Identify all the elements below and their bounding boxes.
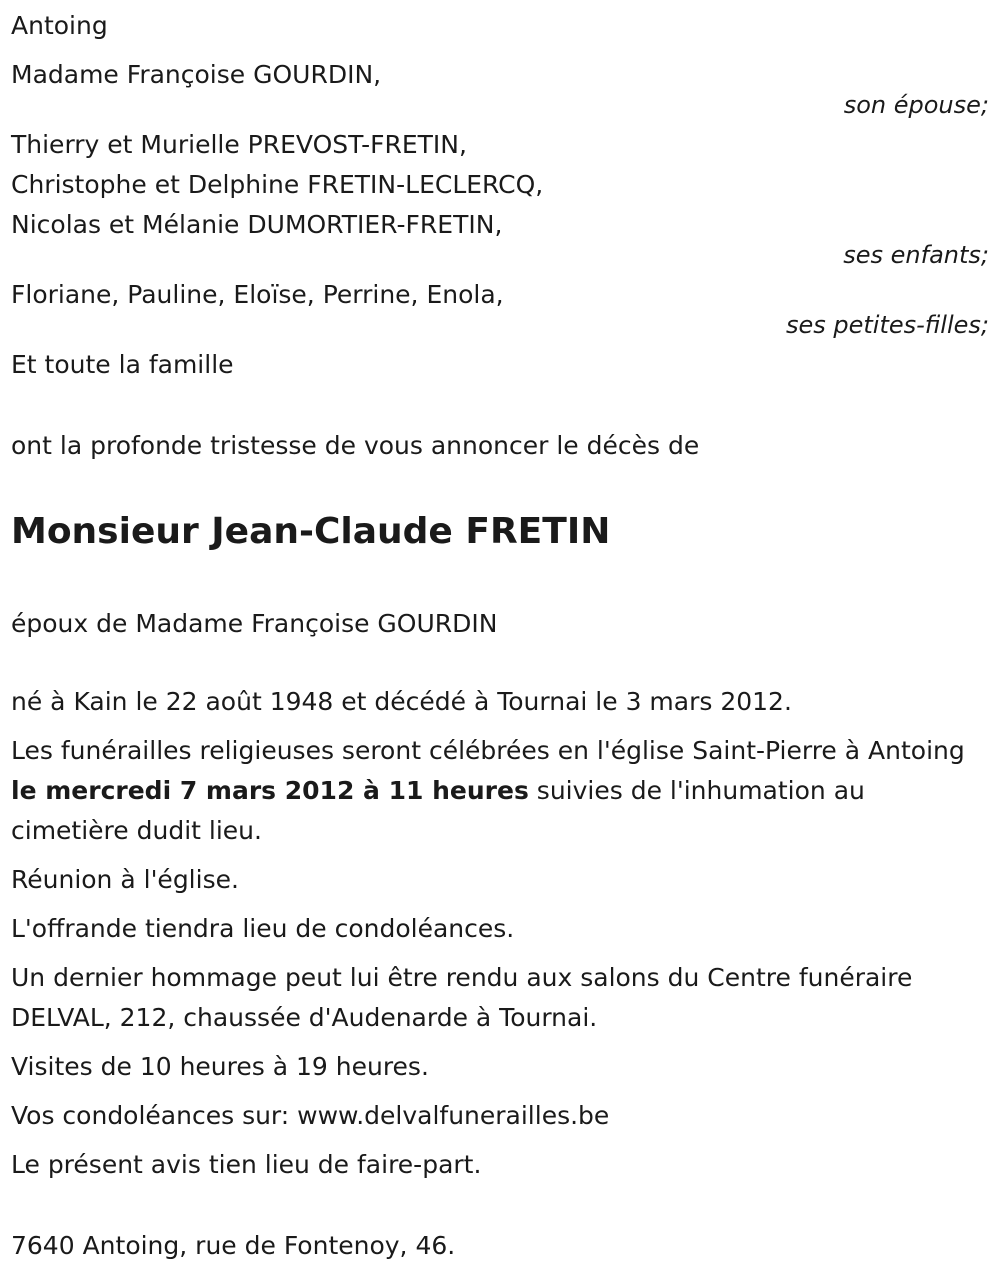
family-role: son épouse; [843, 91, 989, 119]
note-line: Réunion à l'église. [11, 865, 239, 894]
note-line: Un dernier hommage peut lui être rendu aux salons du Centre funéraire DELVAL, 212, chaussée d'Audenarde à Tournai. [11, 963, 913, 1032]
funeral-details [11, 731, 989, 851]
family-group-children [11, 125, 989, 269]
family-role: ses enfants; [843, 241, 989, 269]
family-name-line: Madame Françoise GOURDIN, [11, 60, 382, 89]
city-heading: Antoing [11, 11, 108, 40]
note-line: Le présent avis tien lieu de faire-part. [11, 1150, 482, 1179]
announcement-text: ont la profonde tristesse de vous annoncer le décès de [11, 431, 700, 460]
condolences-link-line: Vos condoléances sur: www.delvalfunerailles.be [11, 1101, 610, 1130]
funeral-outro: suivies de l'inhumation au cimetière dudit lieu. [11, 776, 865, 845]
address-line: 7640 Antoing, rue de Fontenoy, 46. [11, 1231, 456, 1260]
spouse-line: époux de Madame Françoise GOURDIN [11, 609, 498, 638]
family-name-line: Christophe et Delphine FRETIN-LECLERCQ, [11, 170, 544, 199]
family-role: ses petites-filles; [785, 311, 989, 339]
note-line: Visites de 10 heures à 19 heures. [11, 1052, 429, 1081]
closing-family: Et toute la famille [11, 350, 234, 379]
funeral-intro: Les funérailles religieuses seront célébrées en l'église Saint-Pierre à Antoing [11, 736, 965, 765]
family-name-line: Floriane, Pauline, Eloïse, Perrine, Enola, [11, 280, 504, 309]
obituary-notice [11, 6, 989, 1266]
family-name-line: Thierry et Murielle PREVOST-FRETIN, [11, 130, 467, 159]
note-line: L'offrande tiendra lieu de condoléances. [11, 914, 515, 943]
birth-death-line: né à Kain le 22 août 1948 et décédé à Tournai le 3 mars 2012. [11, 687, 792, 716]
family-name-line: Nicolas et Mélanie DUMORTIER-FRETIN, [11, 210, 503, 239]
family-group-grandchildren [11, 275, 989, 339]
family-group-spouse [11, 55, 989, 119]
funeral-date: le mercredi 7 mars 2012 à 11 heures [11, 776, 529, 805]
deceased-name: Monsieur Jean-Claude FRETIN [11, 511, 611, 552]
